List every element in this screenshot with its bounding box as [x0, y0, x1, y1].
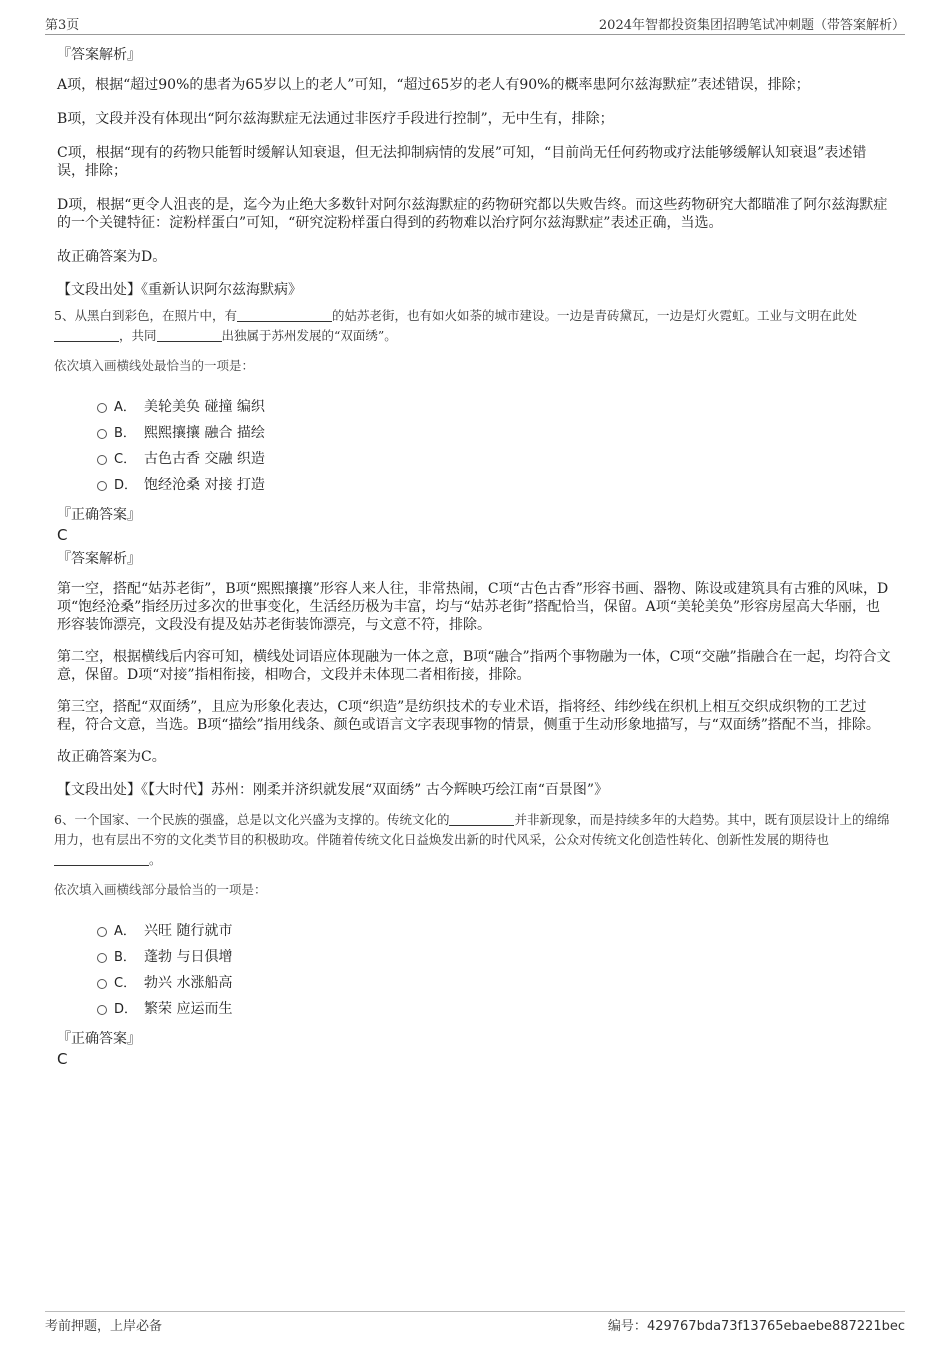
document-title: 2024年智都投资集团招聘笔试冲刺题（带答案解析）: [598, 18, 905, 33]
q4-analysis-d: D项，根据“更令人沮丧的是，迄今为止绝大多数针对阿尔兹海默症的药物研究都以失败告终。而这些药物研究大都瞄准了阿尔兹海默症的一个关键特征：淀粉样蛋白”可知，“研究淀粉样蛋白得到的药物难以治疗阿尔兹海默症”表述正确，当选。: [57, 197, 888, 231]
q5-source: 【文段出处】《【大时代】苏州：刚柔并济织就发展“双面绣” 古今辉映巧绘江南“百景图”》: [57, 782, 609, 798]
q6-prompt: 依次填入画横线部分最恰当的一项是：: [54, 882, 267, 897]
radio-icon[interactable]: [97, 481, 107, 491]
q5-analysis-3: 第三空，搭配“双面绣”，且应为形象化表达，C项“织造”是纺织技术的专业术语，指将经、纬纱线在织机上相互交织成织物的工艺过程，符合文意，当选。B项“描绘”指用线条、颜色或语言文字表现事物的情景，侧重于生动形象地描写，与“双面绣”搭配不当，排除。: [57, 699, 880, 733]
radio-icon[interactable]: [97, 979, 107, 989]
page-number: 第3页: [45, 18, 80, 33]
q4-analysis-a: A项，根据“超过90%的患者为65岁以上的老人”可知，“超过65岁的老人有90%的概率患阿尔兹海默症”表述错误，排除；: [57, 77, 810, 93]
q4-analysis-label: 『答案解析』: [57, 47, 141, 63]
radio-icon[interactable]: [97, 927, 107, 937]
q6-stem: 6、一个国家、一个民族的强盛，总是以文化兴盛为支撑的。传统文化的 并非新现象，而是持续多年的大趋势。其中，既有顶层设计上的绵绵用力，也有层出不穷的文化类节目的积极助攻。伴随着传统文化日益焕发出新的时代风采，公众对传统文化创造性转化、创新性发展的期待也。: [54, 812, 890, 867]
q5-stem: 5、从黑白到彩色，在照片中，有 的姑苏老街，也有如火如荼的城市建设。一边是青砖黛瓦，一边是灯火霓虹。工业与文明在此处，共同 出独属于苏州发展的“双面绣”。: [54, 308, 857, 343]
q6-option-b[interactable]: B． 蓬勃 与日俱增: [57, 944, 892, 970]
q6-blank-2: [54, 851, 149, 866]
page-footer: [45, 1311, 905, 1336]
q5-prompt: 依次填入画横线处最恰当的一项是：: [54, 358, 255, 373]
q5-analysis-1: 第一空，搭配“姑苏老街”，B项“熙熙攘攘”形容人来人往，非常热闹，C项“古色古香”形容书画、器物、陈设或建筑具有古雅的风味，D项“饱经沧桑”指经历过多次的世事变化，生活经历极为丰富，均与“姑苏老街”搭配恰当，保留。A项“美轮美奂”形容房屋高大华丽，也形容装饰漂亮，文段没有提及姑苏老街装饰漂亮，与文意不符，排除。: [57, 581, 889, 633]
q4-analysis-c: C项，根据“现有的药物只能暂时缓解认知衰退，但无法抑制病情的发展”可知，“目前尚无任何药物或疗法能够缓解认知衰退”表述错误，排除；: [57, 145, 867, 179]
q6-answer-label: 『正确答案』: [57, 1031, 141, 1047]
q4-analysis-b: B项，文段并没有体现出“阿尔兹海默症无法通过非医疗手段进行控制”，无中生有，排除；: [57, 111, 614, 127]
q5-analysis-2: 第二空，根据横线后内容可知，横线处词语应体现融为一体之意，B项“融合”指两个事物融为一体，C项“交融”指融合在一起，均符合文意，保留。D项“对接”指相衔接，相吻合，文段并未体现二者相衔接，排除。: [57, 649, 891, 683]
q5-blank-2: [54, 327, 119, 342]
q5-option-b[interactable]: B． 熙熙攘攘 融合 描绘: [57, 420, 892, 446]
radio-icon[interactable]: [97, 455, 107, 465]
footer-slogan: 考前押题，上岸必备: [45, 1319, 163, 1334]
radio-icon[interactable]: [97, 403, 107, 413]
q5-answer: C: [57, 526, 68, 544]
q5-options: [57, 394, 892, 498]
q6-option-d[interactable]: D． 繁荣 应运而生: [57, 996, 892, 1022]
q5-analysis-label: 『答案解析』: [57, 551, 141, 567]
q5-conclusion: 故正确答案为C。: [57, 749, 166, 765]
q6-answer: C: [57, 1050, 68, 1068]
q4-conclusion: 故正确答案为D。: [57, 249, 167, 265]
document-code: 编号：429767bda73f13765ebaebe887221bec: [607, 1319, 905, 1334]
q5-option-a[interactable]: A． 美轮美奂 碰撞 编织: [57, 394, 892, 420]
document-body: [54, 44, 892, 1072]
q6-blank-1: [449, 811, 514, 826]
q6-options: [57, 918, 892, 1022]
radio-icon[interactable]: [97, 1005, 107, 1015]
q6-option-a[interactable]: A． 兴旺 随行就市: [57, 918, 892, 944]
radio-icon[interactable]: [97, 429, 107, 439]
q6-option-c[interactable]: C． 勃兴 水涨船高: [57, 970, 892, 996]
radio-icon[interactable]: [97, 953, 107, 963]
q5-option-d[interactable]: D． 饱经沧桑 对接 打造: [57, 472, 892, 498]
q5-blank-3: [157, 327, 222, 342]
q5-blank-1: [237, 307, 332, 322]
page-header: [45, 14, 905, 35]
q5-answer-label: 『正确答案』: [57, 507, 141, 523]
q4-source: 【文段出处】《重新认识阿尔兹海默病》: [57, 282, 302, 298]
q5-option-c[interactable]: C． 古色古香 交融 织造: [57, 446, 892, 472]
